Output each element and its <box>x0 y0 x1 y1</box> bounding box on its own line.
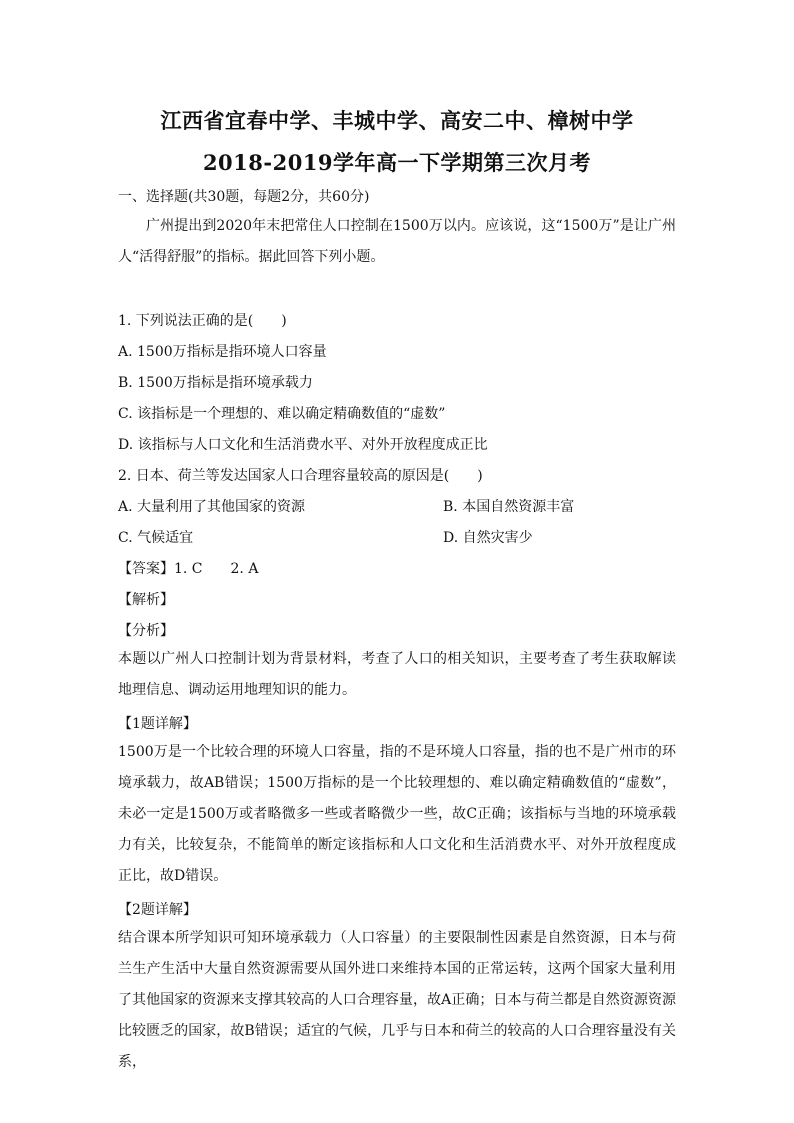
q1-detail-paragraph: 1500万是一个比较合理的环境人口容量，指的不是环境人口容量，指的也不是广州市的环境承载力，故AB错误；1500万指标的是一个比较理想的、难以确定精确数值的“虚数”，未必一定是1500万或者略微多一些或者略微少一些，故C正确；该指标与当地的环境承载力有关，比较复杂，不能简单的断定该指标和人口文化和生活消费水平、对外开放程度成正比，故D错误。 <box>118 744 676 884</box>
document-title-line2: 2018-2019学年高一下学期第三次月考 <box>202 150 592 175</box>
question-2-option-a: A. 大量利用了其他国家的资源 <box>118 499 306 515</box>
fenxi-paragraph: 本题以广州人口控制计划为背景材料，考查了人口的相关知识，主要考查了考生获取解读地理信息、调动运用地理知识的能力。 <box>118 651 676 698</box>
question-2-option-d: D. 自然灾害少 <box>443 530 533 546</box>
question-1-option-c: C. 该指标是一个理想的、难以确定精确数值的“虚数” <box>118 406 446 422</box>
question-2-option-b: B. 本国自然资源丰富 <box>443 499 575 515</box>
q2-detail-paragraph: 结合课本所学知识可知环境承载力（人口容量）的主要限制性因素是自然资源，日本与荷兰生产生活中大量自然资源需要从国外进口来维持本国的正常运转，这两个国家大量利用了其他国家的资源来支撑其较高的人口合理容量，故A正确；日本与荷兰都是自然资源资源比较匮乏的国家，故B错误；适宜的气候，几乎与日本和荷兰的较高的人口合理容量没有关系， <box>118 930 676 1070</box>
document-title-line1: 江西省宜春中学、丰城中学、高安二中、樟树中学 <box>160 108 634 133</box>
material-paragraph: 广州提出到2020年末把常住人口控制在1500万以内。应该说，这“1500万”是让广州人“活得舒服”的指标。据此回答下列小题。 <box>118 218 676 265</box>
question-1-option-d: D. 该指标与人口文化和生活消费水平、对外开放程度成正比 <box>118 437 488 453</box>
q1-detail-label: 【1题详解】 <box>118 716 197 732</box>
section-heading: 一、选择题(共30题，每题2分，共60分) <box>118 189 370 205</box>
q2-detail-label: 【2题详解】 <box>118 902 197 918</box>
answer-line: 【答案】1. C 2. A <box>118 561 259 577</box>
question-2-option-c: C. 气候适宜 <box>118 530 194 546</box>
question-1-stem: 1. 下列说法正确的是( ) <box>118 313 287 329</box>
analysis-label: 【解析】 <box>118 592 174 608</box>
fenxi-label: 【分析】 <box>118 623 174 639</box>
question-1-option-b: B. 1500万指标是指环境承载力 <box>118 375 313 391</box>
question-2-stem: 2. 日本、荷兰等发达国家人口合理容量较高的原因是( ) <box>118 468 483 484</box>
question-1-option-a: A. 1500万指标是指环境人口容量 <box>118 344 327 360</box>
